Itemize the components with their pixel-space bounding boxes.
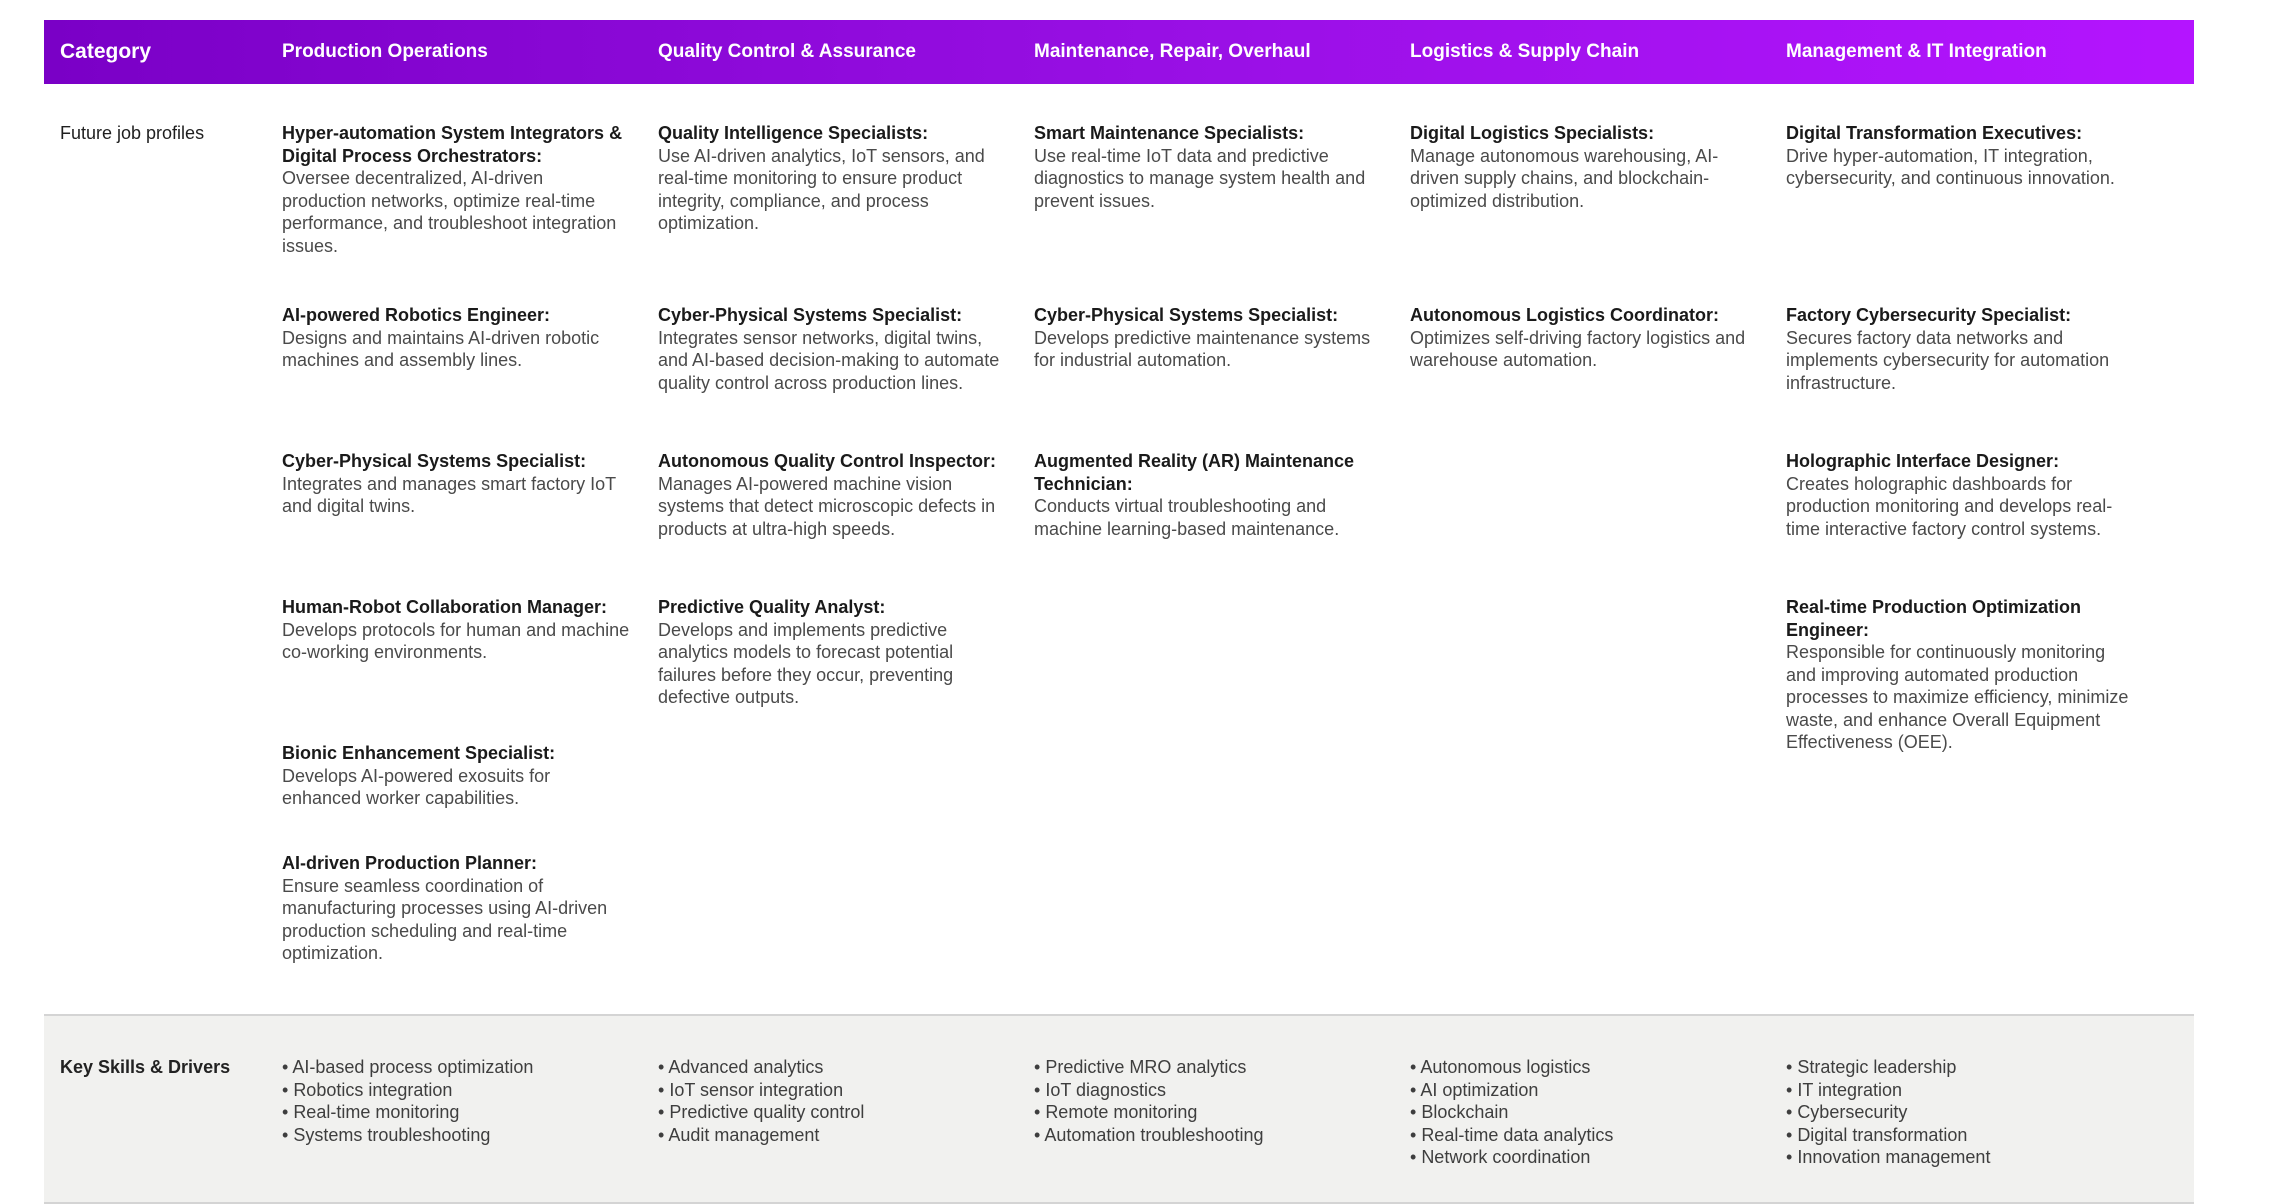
maintenance-jobs-cell (1034, 122, 1410, 1014)
skill-item: • Blockchain (1410, 1101, 1766, 1124)
skill-item: • Robotics integration (282, 1079, 638, 1102)
job-title: Quality Intelligence Specialists: (658, 123, 929, 143)
job-profile (1410, 304, 1760, 372)
logistics-jobs-cell (1410, 122, 1786, 1014)
table-header (44, 20, 2194, 84)
job-profile (1034, 304, 1384, 372)
job-profile (282, 852, 632, 965)
job-description: Manages AI-powered machine vision systems that detect microscopic defects in products at ultra-high speeds. (658, 473, 996, 539)
job-profile (1034, 122, 1384, 212)
job-description: Oversee decentralized, AI-driven production networks, optimize real-time performance, and troubleshoot integration issues. (282, 168, 617, 256)
job-description: Drive hyper-automation, IT integration, cybersecurity, and continuous innovation. (1786, 145, 2115, 188)
production-skills-cell (282, 1056, 658, 1202)
quality-skills-cell (658, 1056, 1034, 1202)
job-title: Autonomous Logistics Coordinator: (1410, 305, 1719, 325)
job-title: Cyber-Physical Systems Specialist: (658, 305, 963, 325)
job-description: Develops protocols for human and machine co-working environments. (282, 619, 630, 662)
job-profile (282, 304, 632, 372)
job-title: Holographic Interface Designer: (1786, 451, 2060, 471)
job-profile (1786, 304, 2136, 394)
row-label-job-profiles: Future job profiles (60, 123, 205, 143)
job-title: Digital Logistics Specialists: (1410, 123, 1655, 143)
skill-item: • Automation troubleshooting (1034, 1124, 1390, 1147)
job-title: AI-driven Production Planner: (282, 853, 538, 873)
job-description: Use real-time IoT data and predictive diagnostics to manage system health and prevent issues. (1034, 145, 1366, 211)
logistics-skills-cell (1410, 1056, 1786, 1202)
job-description: Develops predictive maintenance systems for industrial automation. (1034, 327, 1371, 370)
job-description: Conducts virtual troubleshooting and machine learning-based maintenance. (1034, 496, 1340, 539)
job-profile (658, 304, 1008, 394)
skills-list (1786, 1056, 2142, 1169)
skill-item: • Systems troubleshooting (282, 1124, 638, 1147)
job-profile (282, 122, 632, 257)
skill-item: • Predictive quality control (658, 1101, 1014, 1124)
job-profiles-table (44, 20, 2194, 1204)
skill-item: • Advanced analytics (658, 1056, 1014, 1079)
job-profile (1786, 596, 2136, 754)
skill-item: • AI-based process optimization (282, 1056, 638, 1079)
skill-item: • Remote monitoring (1034, 1101, 1390, 1124)
job-title: Smart Maintenance Specialists: (1034, 123, 1305, 143)
job-profile (282, 742, 632, 810)
job-title: Bionic Enhancement Specialist: (282, 743, 556, 763)
skill-item: • IoT sensor integration (658, 1079, 1014, 1102)
skill-item: • Autonomous logistics (1410, 1056, 1766, 1079)
job-title: AI-powered Robotics Engineer: (282, 305, 551, 325)
skills-list (1410, 1056, 1766, 1169)
key-skills-row (44, 1016, 2194, 1204)
job-profile (658, 450, 1008, 540)
job-description: Develops AI-powered exosuits for enhanced worker capabilities. (282, 765, 551, 808)
management-jobs-cell (1786, 122, 2162, 1014)
skill-item: • Audit management (658, 1124, 1014, 1147)
job-description: Responsible for continuously monitoring and improving automated production processes to maximize efficiency, minimize waste, and enhance Overall Equipment Effectiveness (OEE). (1786, 642, 2129, 752)
header-category: Category (60, 40, 152, 63)
job-profile (1786, 122, 2136, 190)
skill-item: • AI optimization (1410, 1079, 1766, 1102)
header-logistics: Logistics & Supply Chain (1410, 41, 1640, 62)
job-title: Real-time Production Optimization Engineer: (1786, 597, 2082, 640)
skill-item: • Real-time monitoring (282, 1101, 638, 1124)
job-title: Digital Transformation Executives: (1786, 123, 2083, 143)
job-title: Augmented Reality (AR) Maintenance Technician: (1034, 451, 1355, 494)
job-description: Integrates sensor networks, digital twins, and AI-based decision-making to automate quality control across production lines. (658, 327, 1000, 393)
job-description: Designs and maintains AI-driven robotic machines and assembly lines. (282, 327, 600, 370)
maintenance-skills-cell (1034, 1056, 1410, 1202)
skill-item: • Real-time data analytics (1410, 1124, 1766, 1147)
skill-item: • Network coordination (1410, 1146, 1766, 1169)
production-jobs-cell (282, 122, 658, 1014)
skills-list (658, 1056, 1014, 1146)
row-label-key-skills: Key Skills & Drivers (60, 1057, 231, 1077)
skill-item: • Innovation management (1786, 1146, 2142, 1169)
job-title: Cyber-Physical Systems Specialist: (1034, 305, 1339, 325)
skill-item: • Cybersecurity (1786, 1101, 2142, 1124)
management-skills-cell (1786, 1056, 2162, 1202)
job-profile (1410, 122, 1760, 212)
job-description: Develops and implements predictive analytics models to forecast potential failures before they occur, preventing defective outputs. (658, 619, 954, 707)
job-title: Hyper-automation System Integrators & Digital Process Orchestrators: (282, 123, 623, 166)
job-profile (282, 596, 632, 664)
job-description: Ensure seamless coordination of manufacturing processes using AI-driven production scheduling and real-time optimization. (282, 875, 608, 963)
quality-jobs-cell (658, 122, 1034, 1014)
job-description: Secures factory data networks and implements cybersecurity for automation infrastructure. (1786, 327, 2110, 393)
skill-item: • Digital transformation (1786, 1124, 2142, 1147)
job-title: Cyber-Physical Systems Specialist: (282, 451, 587, 471)
header-production-operations: Production Operations (282, 41, 488, 62)
job-profile (1786, 450, 2136, 540)
job-description: Integrates and manages smart factory IoT and digital twins. (282, 473, 616, 516)
skill-item: • Strategic leadership (1786, 1056, 2142, 1079)
header-management: Management & IT Integration (1786, 41, 2047, 62)
job-title: Predictive Quality Analyst: (658, 597, 886, 617)
job-profile (658, 596, 1008, 709)
job-description: Use AI-driven analytics, IoT sensors, and real-time monitoring to ensure product integrity, compliance, and process optimization. (658, 145, 985, 233)
skills-list (282, 1056, 638, 1146)
header-quality-control: Quality Control & Assurance (658, 41, 916, 62)
skill-item: • IoT diagnostics (1034, 1079, 1390, 1102)
job-profile (658, 122, 1008, 235)
skills-list (1034, 1056, 1390, 1146)
job-title: Factory Cybersecurity Specialist: (1786, 305, 2072, 325)
job-title: Human-Robot Collaboration Manager: (282, 597, 607, 617)
header-maintenance: Maintenance, Repair, Overhaul (1034, 41, 1311, 62)
future-job-profiles-row (44, 84, 2194, 1016)
skill-item: • IT integration (1786, 1079, 2142, 1102)
job-title: Autonomous Quality Control Inspector: (658, 451, 996, 471)
job-profile (282, 450, 632, 518)
job-profile (1034, 450, 1384, 540)
job-description: Manage autonomous warehousing, AI-driven supply chains, and blockchain-optimized distribution. (1410, 145, 1719, 211)
job-description: Creates holographic dashboards for production monitoring and develops real-time interactive factory control systems. (1786, 473, 2113, 539)
skill-item: • Predictive MRO analytics (1034, 1056, 1390, 1079)
job-description: Optimizes self-driving factory logistics and warehouse automation. (1410, 327, 1746, 370)
